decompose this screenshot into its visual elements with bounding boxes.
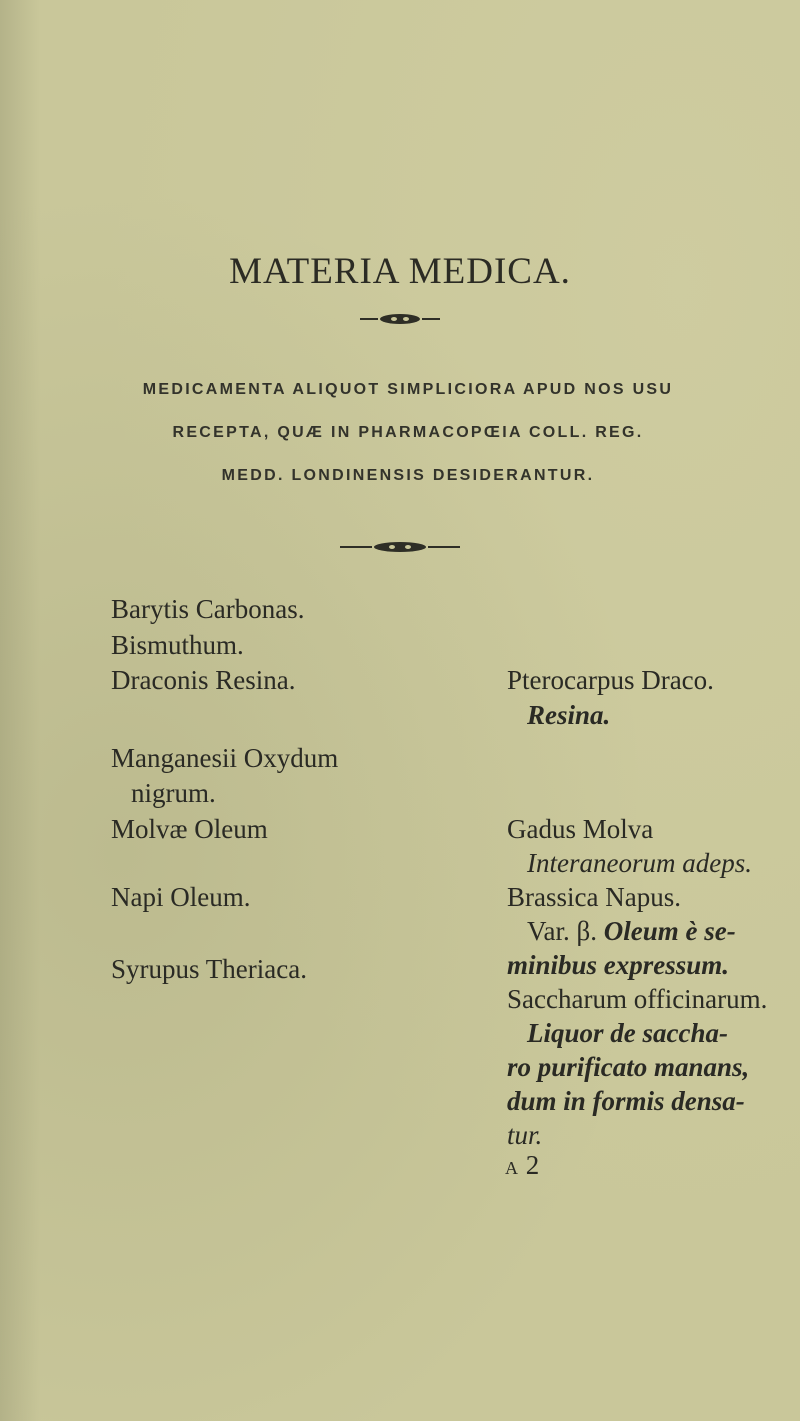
page-title: MATERIA MEDICA. — [229, 251, 571, 292]
right-entry: Pterocarpus Draco. — [507, 665, 714, 695]
page-subtitle — [88, 368, 728, 497]
right-entry: Liquor de saccha- — [527, 1018, 728, 1048]
left-entry: Napi Oleum. — [111, 882, 251, 912]
subtitle-line: MEDD. LONDINENSIS DESIDERANTUR. — [221, 467, 595, 484]
right-entry: Saccharum officinarum. — [507, 984, 768, 1014]
subtitle-line: MEDICAMENTA ALIQUOT SIMPLICIORA APUD NOS USU — [142, 381, 674, 398]
right-entry: Resina. — [527, 700, 611, 730]
left-entry: Manganesii Oxydum — [111, 743, 339, 773]
right-entry — [507, 914, 736, 948]
left-entry: Draconis Resina. — [111, 665, 296, 695]
ornament-divider-top — [0, 312, 800, 330]
right-entry: Brassica Napus. — [507, 882, 681, 912]
signature-number: 2 — [525, 1150, 540, 1180]
ornament-divider-bottom — [0, 540, 800, 558]
page-signature — [505, 1150, 539, 1181]
variety-label: Var. β. — [527, 916, 597, 946]
right-entry: Interaneorum adeps. — [527, 848, 752, 878]
right-entry: ro purificato manans, — [507, 1052, 750, 1082]
subtitle-line: RECEPTA, QUÆ IN PHARMACOPŒIA COLL. REG. — [172, 424, 644, 441]
left-entry: Syrupus Theriaca. — [111, 954, 307, 984]
left-entry: Bismuthum. — [111, 630, 244, 660]
signature-letter: A — [505, 1158, 519, 1178]
right-entry: Gadus Molva — [507, 814, 654, 844]
variety-description: Oleum è se- — [603, 916, 736, 946]
left-entry: Barytis Carbonas. — [111, 594, 305, 624]
right-entry: dum in formis densa- — [507, 1086, 745, 1116]
left-entry: nigrum. — [131, 778, 216, 808]
right-entry: minibus expressum. — [507, 950, 730, 980]
left-entry: Molvæ Oleum — [111, 814, 268, 844]
right-entry: tur. — [507, 1120, 543, 1150]
